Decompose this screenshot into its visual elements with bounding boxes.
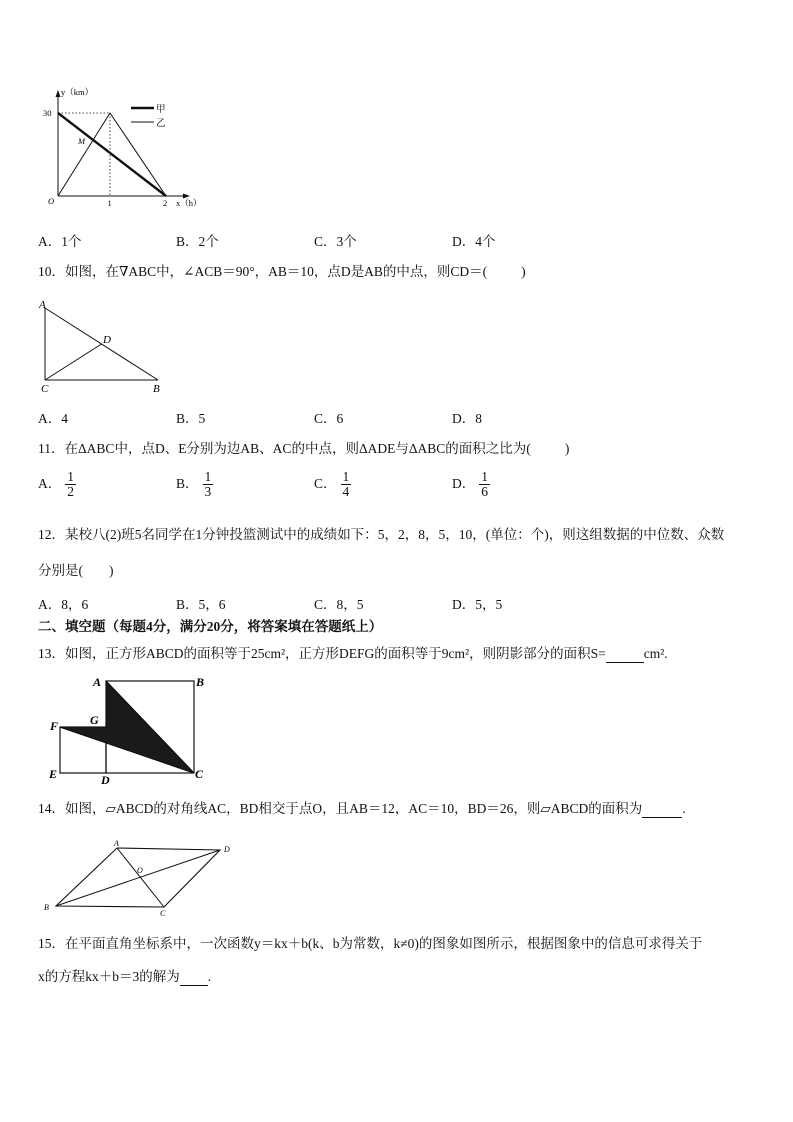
label-g: G [90, 713, 99, 727]
q9-option-c: C．3个 [314, 234, 357, 249]
q11-option-d-fraction: $\frac{1}{6}$ [481, 469, 488, 500]
label-b: B [44, 903, 49, 912]
diagonal-bd [56, 850, 220, 906]
q13-stem-text: 13．如图，正方形ABCD的面积等于25cm²，正方形DEFG的面积等于9cm²，则阴影部分的面积S= [38, 646, 606, 661]
q11-option-b-prefix: B． [176, 475, 199, 491]
q15-stem-line2 [38, 969, 211, 986]
x-tick-1: 1 [107, 198, 112, 208]
q13-squares-figure [44, 672, 214, 784]
q10-paren-close: ) [521, 264, 526, 279]
legend-yi-label: 乙 [156, 119, 166, 129]
shaded-region [60, 681, 194, 773]
q10-option-a: A．4 [38, 411, 68, 426]
q9-option-b: B．2个 [176, 234, 219, 249]
label-e: E [49, 767, 58, 781]
q13-answer-blank[interactable] [606, 646, 644, 663]
y-axis-label: y（km） [61, 87, 94, 97]
q10-stem-text: 10．如图，在∇ABC中，∠ACB＝90°，AB＝10，点D是AB的中点，则CD＝( [38, 264, 488, 279]
q12-option-c: C．8，5 [314, 597, 364, 612]
q11-option-a [38, 470, 76, 499]
y-tick-30: 30 [43, 108, 52, 118]
label-c: C [195, 767, 204, 781]
q11-option-c-fraction: $\frac{1}{4}$ [342, 469, 350, 500]
q9-distance-time-graph [36, 86, 216, 210]
q10-option-c: C．6 [314, 411, 344, 426]
q10-option-d: D．8 [452, 411, 482, 426]
y-axis-arrow [56, 90, 61, 97]
section-2-title: 二、填空题（每题4分，满分20分，将答案填在答题纸上） [38, 619, 383, 634]
q12-stem-line2-text: 分别是( [38, 563, 83, 578]
q15-answer-blank[interactable] [180, 969, 208, 986]
x-tick-2: 2 [163, 198, 168, 208]
q12-stem-line1: 12．某校八(2)班5名同学在1分钟投篮测试中的成绩如下：5，2，8，5，10，(单位：个)，则这组数据的中位数、众数 [38, 527, 725, 542]
q11-option-d-prefix: D． [452, 475, 476, 491]
point-m-label: M [78, 136, 86, 146]
series-jia-line [58, 113, 166, 196]
q14-parallelogram-figure [40, 838, 240, 920]
q11-option-b-fraction: $\frac{1}{3}$ [204, 469, 212, 500]
label-a: A [93, 675, 102, 689]
label-o: O [137, 866, 143, 875]
label-c: C [160, 909, 166, 918]
q10-right-triangle-figure [36, 296, 176, 396]
label-d: D [224, 845, 230, 854]
label-c: C [41, 383, 49, 395]
q12-option-b: B．5，6 [176, 597, 226, 612]
q12-option-d: D．5，5 [452, 597, 503, 612]
q14-stem-text: 14．如图，▱ABCD的对角线AC，BD相交于点O，且AB＝12，AC＝10，BD＝26，则▱ABCD的面积为 [38, 801, 643, 816]
q14-stem [38, 801, 686, 818]
x-axis-label: x（h） [176, 198, 202, 208]
q12-option-a: A．8，6 [38, 597, 89, 612]
label-b: B [153, 383, 160, 395]
q11-option-b [176, 470, 213, 499]
label-f: F [50, 719, 59, 733]
origin-label: O [48, 196, 55, 206]
median-cd [45, 344, 102, 380]
q12-paren-close: ) [109, 563, 114, 578]
label-d: D [103, 334, 111, 346]
q14-end: . [682, 801, 686, 816]
q11-stem [38, 441, 569, 457]
q12-stem-line2 [38, 563, 114, 579]
q11-option-c [314, 470, 351, 499]
q11-option-d [452, 470, 490, 499]
q11-option-c-prefix: C． [314, 475, 337, 491]
label-a: A [39, 299, 46, 311]
legend-jia-label: 甲 [156, 105, 166, 115]
q11-stem-text: 11．在ΔABC中，点D、E分别为边AB、AC的中点，则ΔADE与ΔABC的面积之比为( [38, 441, 531, 456]
label-b: B [196, 675, 205, 689]
q15-stem-line1: 15．在平面直角坐标系中，一次函数y＝kx＋b(k、b为常数，k≠0)的图象如图所示，根据图象中的信息可求得关于 [38, 936, 703, 951]
q13-unit: cm². [643, 646, 668, 661]
q14-answer-blank[interactable] [642, 801, 682, 818]
q11-paren-close: ) [564, 441, 570, 456]
q11-option-a-prefix: A． [38, 475, 62, 491]
label-a: A [114, 839, 119, 848]
q9-option-d: D．4个 [452, 234, 496, 249]
q9-option-a: A．1个 [38, 234, 82, 249]
q15-end: . [207, 969, 212, 984]
label-d: D [101, 773, 110, 784]
q10-stem [38, 264, 526, 280]
q15-stem-line2-text: x的方程kx＋b＝3的解为 [38, 969, 180, 984]
q13-stem [38, 646, 668, 663]
q10-option-b: B．5 [176, 411, 206, 426]
q11-option-a-fraction: $\frac{1}{2}$ [67, 469, 74, 500]
